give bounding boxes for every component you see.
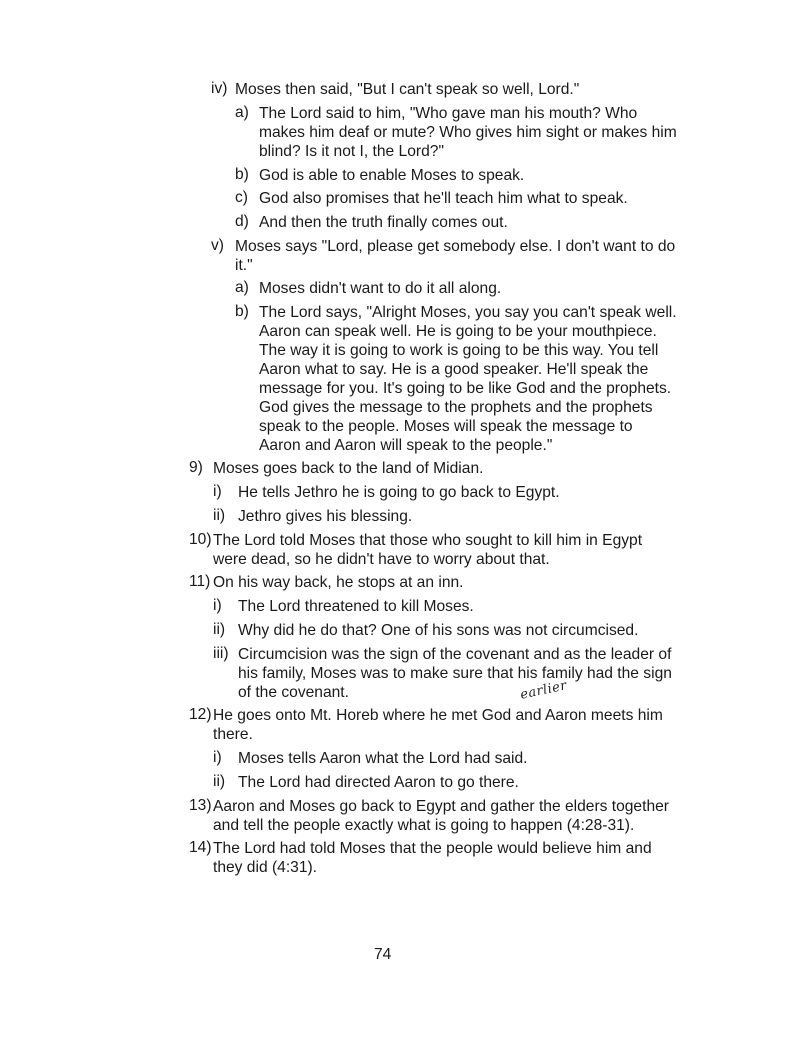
item-text: Moses then said, "But I can't speak so well, Lord." <box>235 81 580 98</box>
item-text: The Lord had told Moses that the people would believe him and <box>213 840 652 857</box>
item-marker: a) <box>235 104 249 121</box>
item-text: Moses says "Lord, please get somebody else. I don't want to do <box>235 238 676 255</box>
item-text: The Lord said to him, "Who gave man his mouth? Who <box>259 105 638 122</box>
handwritten-annotation: earlier <box>518 678 569 703</box>
item-text: message for you. It's going to be like God and the prophets. <box>259 380 672 397</box>
item-marker: 11) <box>189 573 211 590</box>
item-marker: ii) <box>213 507 226 524</box>
item-marker: iv) <box>211 80 228 97</box>
item-marker: b) <box>235 166 249 183</box>
item-text: The Lord told Moses that those who sought to kill him in Egypt <box>213 532 643 549</box>
item-text: The Lord had directed Aaron to go there. <box>238 774 519 791</box>
item-text: Why did he do that? One of his sons was not circumcised. <box>238 622 639 639</box>
item-marker: 14) <box>189 839 212 856</box>
item-text: The Lord says, "Alright Moses, you say you can't speak well. <box>259 304 677 321</box>
item-marker: b) <box>235 303 249 320</box>
item-marker: 13) <box>189 797 212 814</box>
item-marker: 9) <box>189 459 203 476</box>
item-marker: i) <box>213 597 222 614</box>
item-marker: a) <box>235 279 249 296</box>
item-text: Moses tells Aaron what the Lord had said. <box>238 750 528 767</box>
item-text: there. <box>213 726 253 743</box>
item-marker: v) <box>211 237 224 254</box>
item-marker: c) <box>235 189 248 206</box>
item-text: Moses didn't want to do it all along. <box>259 280 502 297</box>
item-text: it." <box>235 257 253 274</box>
item-text: The way it is going to work is going to be this way. You tell <box>259 342 659 359</box>
item-text: He goes onto Mt. Horeb where he met God and Aaron meets him <box>213 707 663 724</box>
item-marker: ii) <box>213 621 226 638</box>
item-marker: i) <box>213 749 222 766</box>
item-text: God is able to enable Moses to speak. <box>259 167 525 184</box>
item-marker: 12) <box>189 706 212 723</box>
item-text: were dead, so he didn't have to worry about that. <box>213 551 550 568</box>
item-text: of the covenant. <box>238 684 349 701</box>
item-text: blind? Is it not I, the Lord?" <box>259 143 444 160</box>
item-text: The Lord threatened to kill Moses. <box>238 598 474 615</box>
item-text: Jethro gives his blessing. <box>238 508 413 525</box>
item-marker: ii) <box>213 773 226 790</box>
item-marker: iii) <box>213 645 229 662</box>
item-text: makes him deaf or mute? Who gives him sight or makes him <box>259 124 677 141</box>
item-text: Aaron what to say. He is a good speaker. He'll speak the <box>259 361 649 378</box>
item-text: his family, Moses was to make sure that his family had the sign <box>238 665 672 682</box>
item-marker: 10) <box>189 531 212 548</box>
item-text: On his way back, he stops at an inn. <box>213 574 464 591</box>
item-text: Moses goes back to the land of Midian. <box>213 460 484 477</box>
item-marker: i) <box>213 483 222 500</box>
item-text: He tells Jethro he is going to go back to Egypt. <box>238 484 560 501</box>
item-text: Aaron and Moses go back to Egypt and gather the elders together <box>213 798 669 815</box>
page-number: 74 <box>374 946 392 963</box>
item-text: Aaron can speak well. He is going to be your mouthpiece. <box>259 323 657 340</box>
item-text: speak to the people. Moses will speak the message to <box>259 418 633 435</box>
item-text: And then the truth finally comes out. <box>259 214 508 231</box>
item-text: and tell the people exactly what is going to happen (4:28-31). <box>213 817 635 834</box>
item-text: Circumcision was the sign of the covenant and as the leader of <box>238 646 672 663</box>
item-text: God gives the message to the prophets and the prophets <box>259 399 653 416</box>
item-text: God also promises that he'll teach him what to speak. <box>259 190 628 207</box>
item-text: Aaron and Aaron will speak to the people." <box>259 437 553 454</box>
item-marker: d) <box>235 213 249 230</box>
item-text: they did (4:31). <box>213 859 318 876</box>
